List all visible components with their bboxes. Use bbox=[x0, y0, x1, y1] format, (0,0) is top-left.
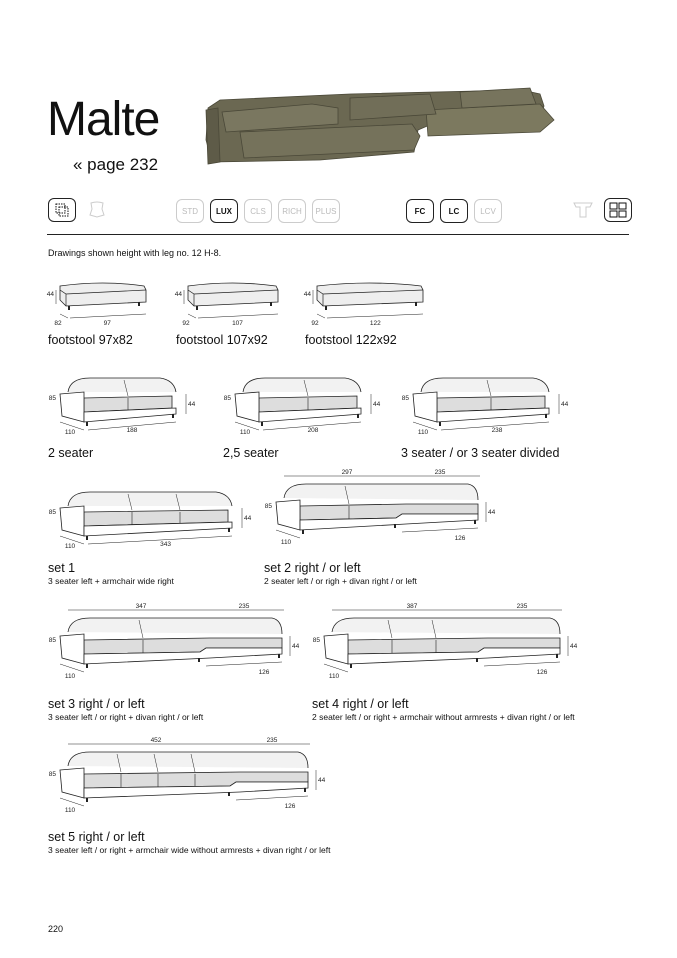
page-reference-link[interactable]: « page 232 bbox=[73, 155, 159, 174]
width-dimension: 188 bbox=[126, 427, 138, 434]
height-dimension: 85 bbox=[48, 509, 56, 516]
cover-fc-button[interactable]: FC bbox=[406, 199, 434, 223]
set-description: 3 seater left / or right + divan right / or left bbox=[48, 712, 204, 722]
depth-dimension: 110 bbox=[64, 429, 76, 436]
divider bbox=[47, 234, 629, 235]
seat-height-dimension: 44 bbox=[292, 643, 300, 650]
set-4-drawing bbox=[312, 604, 586, 688]
sofa-drawing bbox=[401, 372, 571, 434]
height-dimension: 85 bbox=[264, 503, 272, 510]
footstool-label: footstool 122x92 bbox=[305, 333, 397, 347]
depth-dimension: 92 bbox=[311, 320, 319, 327]
page-number: 220 bbox=[48, 924, 64, 934]
set-2-drawing bbox=[264, 470, 504, 554]
seat-height-dimension: 44 bbox=[188, 401, 196, 408]
drawing-note: Drawings shown height with leg no. 12 H-8. bbox=[48, 248, 222, 258]
cover-lcv-button[interactable]: LCV bbox=[474, 199, 502, 223]
height-dimension: 85 bbox=[48, 395, 56, 402]
armchair-cover-icon[interactable] bbox=[570, 198, 596, 220]
divan-depth-dimension: 126 bbox=[258, 669, 270, 676]
seat-height-dimension: 44 bbox=[561, 401, 569, 408]
divan-depth-dimension: 126 bbox=[284, 803, 296, 810]
set-description: 3 seater left / or right + armchair wide without armrests + divan right / or left bbox=[48, 845, 331, 855]
divan-width-dimension: 235 bbox=[516, 603, 528, 610]
depth-dimension: 110 bbox=[239, 429, 251, 436]
width-dimension: 343 bbox=[160, 541, 172, 548]
depth-dimension: 110 bbox=[64, 673, 76, 680]
depth-dimension: 110 bbox=[64, 807, 76, 814]
fabric-swatch-icon[interactable] bbox=[48, 198, 76, 222]
version-lux-button[interactable]: LUX bbox=[210, 199, 238, 223]
divan-width-dimension: 235 bbox=[266, 737, 278, 744]
seat-height-dimension: 44 bbox=[488, 509, 496, 516]
height-dimension: 85 bbox=[223, 395, 231, 402]
footstool-drawing bbox=[176, 278, 286, 328]
depth-dimension: 110 bbox=[328, 673, 340, 680]
version-cls-button[interactable]: CLS bbox=[244, 199, 272, 223]
sofa-label: 2 seater bbox=[48, 446, 94, 460]
sofa-label: 3 seater / or 3 seater divided bbox=[401, 446, 560, 460]
depth-dimension: 110 bbox=[417, 429, 429, 436]
set-description: 3 seater left + armchair wide right bbox=[48, 576, 174, 586]
seat-height-dimension: 44 bbox=[244, 515, 252, 522]
divan-depth-dimension: 126 bbox=[454, 535, 466, 542]
cover-lc-button[interactable]: LC bbox=[440, 199, 468, 223]
depth-dimension: 82 bbox=[54, 320, 62, 327]
set-5-drawing bbox=[48, 738, 334, 822]
footstool-drawing bbox=[305, 278, 431, 328]
set-3-drawing bbox=[48, 604, 308, 688]
version-std-button[interactable]: STD bbox=[176, 199, 204, 223]
sofa-product-photo bbox=[200, 80, 564, 172]
height-dimension: 85 bbox=[401, 395, 409, 402]
width-dimension: 238 bbox=[491, 427, 503, 434]
width-dimension: 387 bbox=[406, 603, 418, 610]
height-dimension: 85 bbox=[48, 771, 56, 778]
seat-height-dimension: 44 bbox=[570, 643, 578, 650]
depth-dimension: 92 bbox=[182, 320, 190, 327]
footstool-label: footstool 107x92 bbox=[176, 333, 268, 347]
width-dimension: 347 bbox=[135, 603, 147, 610]
product-title: Malte bbox=[47, 93, 160, 146]
set-description: 2 seater left / or right + armchair without armrests + divan right / or left bbox=[312, 712, 575, 722]
divan-width-dimension: 235 bbox=[238, 603, 250, 610]
depth-dimension: 110 bbox=[280, 539, 292, 546]
set-description: 2 seater left / or righ + divan right / or left bbox=[264, 576, 417, 586]
sofa-drawing bbox=[48, 372, 198, 434]
modular-grid-icon[interactable] bbox=[604, 198, 632, 222]
sofa-drawing bbox=[223, 372, 383, 434]
width-dimension: 297 bbox=[341, 469, 353, 476]
height-dimension: 85 bbox=[48, 637, 56, 644]
divan-width-dimension: 235 bbox=[434, 469, 446, 476]
divan-depth-dimension: 126 bbox=[536, 669, 548, 676]
footstool-drawing bbox=[48, 278, 154, 328]
height-dimension: 44 bbox=[46, 291, 54, 298]
height-dimension: 85 bbox=[312, 637, 320, 644]
set-label: set 3 right / or left bbox=[48, 697, 145, 711]
height-dimension: 44 bbox=[174, 291, 182, 298]
depth-dimension: 110 bbox=[64, 543, 76, 550]
set-label: set 1 bbox=[48, 561, 76, 575]
width-dimension: 97 bbox=[103, 320, 111, 327]
set-label: set 5 right / or left bbox=[48, 830, 145, 844]
seat-height-dimension: 44 bbox=[318, 777, 326, 784]
seat-height-dimension: 44 bbox=[373, 401, 381, 408]
width-dimension: 122 bbox=[369, 320, 381, 327]
version-rich-button[interactable]: RICH bbox=[278, 199, 306, 223]
set-1-drawing bbox=[48, 486, 254, 548]
sofa-label: 2,5 seater bbox=[223, 446, 279, 460]
set-label: set 2 right / or left bbox=[264, 561, 361, 575]
height-dimension: 44 bbox=[303, 291, 311, 298]
width-dimension: 107 bbox=[232, 320, 243, 327]
set-label: set 4 right / or left bbox=[312, 697, 409, 711]
width-dimension: 208 bbox=[307, 427, 319, 434]
leather-icon[interactable] bbox=[84, 198, 110, 220]
version-plus-button[interactable]: PLUS bbox=[312, 199, 340, 223]
width-dimension: 452 bbox=[150, 737, 162, 744]
footstool-label: footstool 97x82 bbox=[48, 333, 133, 347]
